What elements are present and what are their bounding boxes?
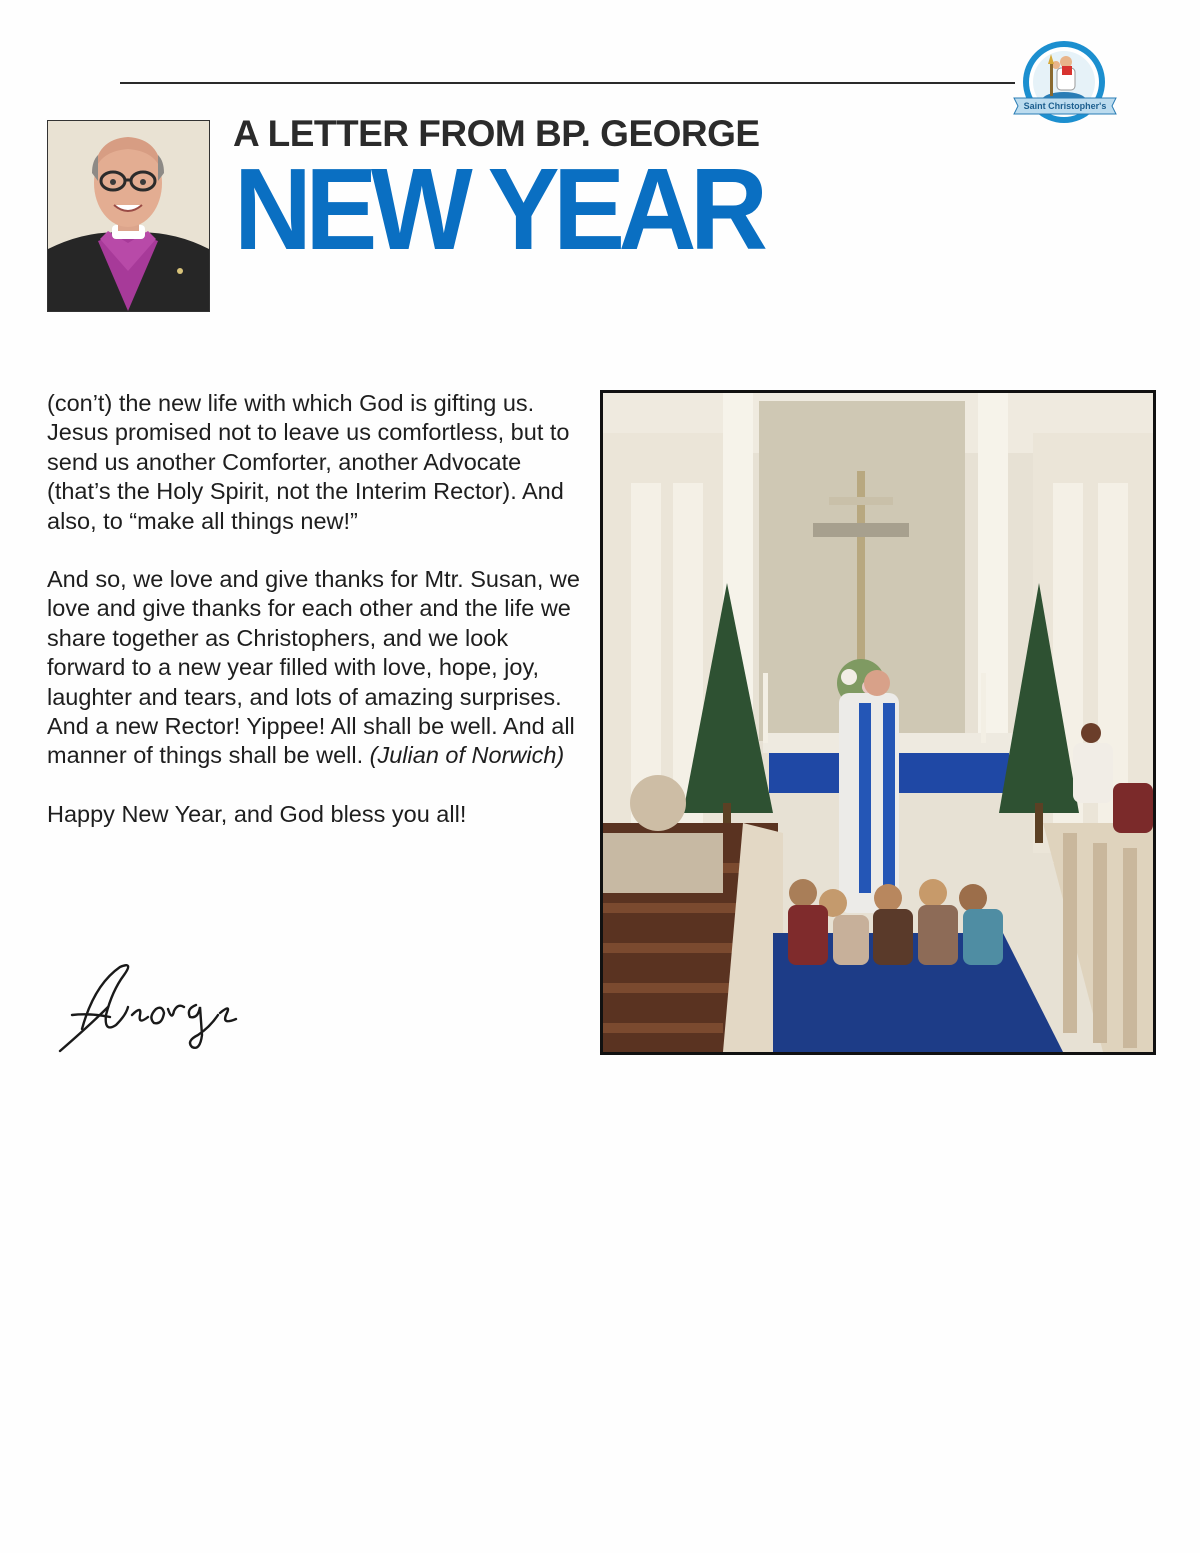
- header-rule: [120, 82, 1015, 84]
- bishop-portrait-icon: [48, 121, 209, 311]
- letter-paragraph-1: (con’t) the new life with which God is gifting us. Jesus promised not to leave us comfortless, but to send us another Comforter, another Advocate (that’s the Holy Spirit, not the Interim Rector). And also, to “make all things new!”: [47, 390, 570, 534]
- julian-citation: (Julian of Norwich): [369, 742, 565, 769]
- letter-paragraph-2-text: And so, we love and give thanks for Mtr. Susan, we love and give thanks for each other and the life we share together as Christophers, and we look forward to a new year filled with love, hope, joy, laughter and tears, and lots of amazing surprises. And a new Rector! Yippee! All shall be well. And all manner of things shall be well.: [47, 566, 580, 769]
- letter-body: [47, 389, 582, 858]
- church-altar-photo-icon: [603, 393, 1153, 1052]
- george-signature: [50, 955, 250, 1065]
- church-photo: [600, 390, 1156, 1055]
- logo-text: Saint Christopher's: [1023, 101, 1107, 111]
- letter-kicker: A LETTER FROM BP. GEORGE: [233, 113, 760, 154]
- bishop-portrait: [47, 120, 210, 312]
- saint-christophers-logo: [1012, 38, 1120, 130]
- page-title: NEW YEAR: [234, 144, 762, 274]
- letter-paragraph-2: [47, 565, 582, 771]
- letter-closing: Happy New Year, and God bless you all!: [47, 800, 467, 827]
